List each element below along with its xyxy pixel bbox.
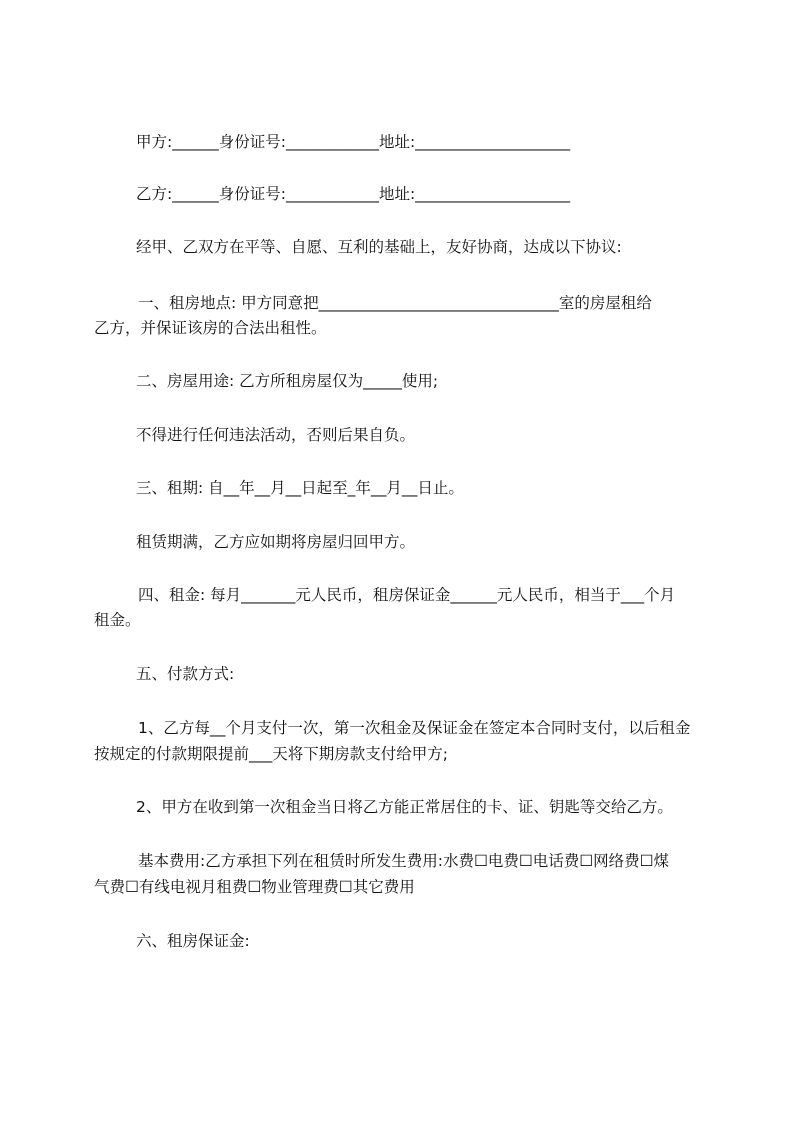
section-5-1-text-2: 按规定的付款期限提前___天将下期房款支付给甲方;	[94, 745, 448, 763]
intro-text: 经甲、乙双方在平等、自愿、互利的基础上，友好协商，达成以下协议:	[136, 238, 622, 256]
section-5-1-text-1: 1、乙方每__个月支付一次，第一次租金及保证金在签定本合同时支付，以后租金	[138, 719, 691, 737]
section-4-text-2: 租金。	[94, 611, 141, 629]
section-5-2-text: 2、甲方在收到第一次租金当日将乙方能正常居住的卡、证、钥匙等交给乙方。	[136, 798, 673, 816]
fees-text-1: 基本费用:乙方承担下列在租赁时所发生费用:水费☐电费☐电话费☐网络费☐煤	[138, 852, 670, 870]
section-3-text: 三、租期: 自__年__月__日起至_年__月__日止。	[136, 479, 464, 497]
fees-text-2: 气费☐有线电视月租费☐物业管理费☐其它费用	[94, 878, 415, 896]
section-2-text: 二、房屋用途: 乙方所租房屋仅为_____使用;	[136, 372, 439, 390]
party-a-text: 甲方:______身份证号:____________地址:____________________	[136, 133, 571, 151]
section-5-text: 五、付款方式:	[136, 665, 235, 683]
section-1-text-2: 乙方，并保证该房的合法出租性。	[94, 319, 327, 337]
party-b-text: 乙方:______身份证号:____________地址:____________________	[136, 185, 571, 203]
section-1-text-1: 一、租房地点: 甲方同意把_______________________________室的房屋租给	[138, 294, 652, 312]
section-3-note-text: 租赁期满，乙方应如期将房屋归回甲方。	[136, 533, 416, 551]
section-6-text: 六、租房保证金:	[136, 932, 250, 950]
section-4-text-1: 四、租金: 每月_______元人民币，租房保证金______元人民币，相当于___个月	[138, 586, 676, 604]
section-2-note-text: 不得进行任何违法活动，否则后果自负。	[136, 426, 416, 444]
